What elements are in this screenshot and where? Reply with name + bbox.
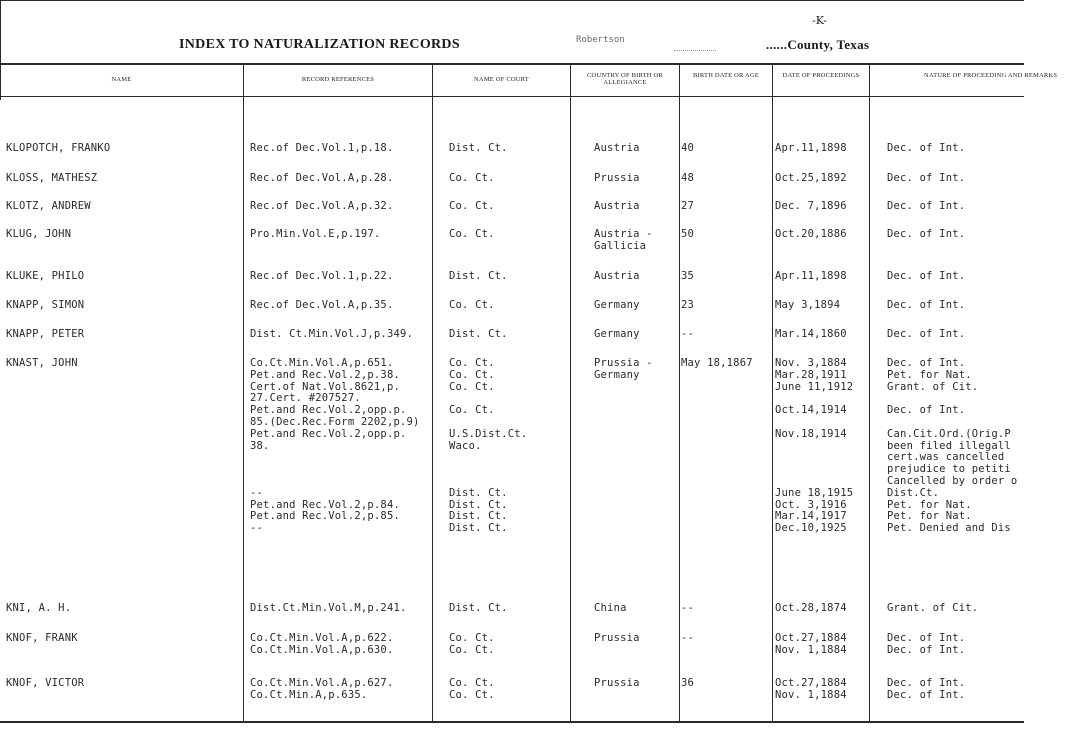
- record-court-line: Co. Ct.: [449, 632, 495, 644]
- record-date-line: Oct.27,1884: [775, 677, 847, 689]
- record-court-line: Dist. Ct.: [449, 142, 508, 154]
- record-age: --: [681, 328, 695, 340]
- record-country-line: Germany: [594, 299, 640, 311]
- record-date-line: June 11,1912: [775, 380, 854, 393]
- record-nature-line: Dist.Ct.: [887, 486, 940, 499]
- record-ref-line: Rec.of Dec.Vol.A,p.35.: [250, 299, 394, 311]
- page-title: INDEX TO NATURALIZATION RECORDS: [179, 37, 460, 52]
- record-country-line: Gallicia: [594, 239, 647, 252]
- col-head-name: NAME: [111, 76, 132, 83]
- record-date-line: Oct. 3,1916: [775, 498, 847, 511]
- record-date-line: Oct.14,1914: [775, 404, 847, 417]
- record-court-line: Dist. Ct.: [449, 602, 508, 614]
- record-ref-line: Rec.of Dec.Vol.A,p.32.: [250, 200, 394, 212]
- col-rule-2: [432, 65, 433, 721]
- record-court-line: U.S.Dist.Ct.: [449, 427, 528, 440]
- record-date-line: Oct.27,1884: [775, 632, 847, 644]
- record-court-line: Co. Ct.: [449, 404, 495, 417]
- col-head-date-of-proceedings: DATE OF PROCEEDINGS: [782, 72, 860, 79]
- record-ref-line: Pet.and Rec.Vol.2,p.84.: [250, 498, 400, 511]
- record-ref-line: Pet.and Rec.Vol.2,p.38.: [250, 368, 400, 381]
- record-nature-line: been filed illegall: [887, 439, 1011, 452]
- record-date-line: June 18,1915: [775, 486, 854, 499]
- record-date-line: Nov.18,1914: [775, 427, 847, 440]
- record-date-line: Dec. 7,1896: [775, 200, 847, 212]
- county-label: ......County, Texas: [766, 37, 870, 52]
- record-nature-line: prejudice to petiti: [887, 463, 1011, 476]
- record-date-line: Oct.20,1886: [775, 228, 847, 240]
- record-country-line: Austria: [594, 142, 640, 154]
- record-age: 36: [681, 677, 695, 689]
- record-name: KNAPP, PETER: [6, 328, 85, 340]
- record-name: KNAPP, SIMON: [6, 299, 85, 311]
- col-head-name-of-court: NAME OF COURT: [474, 76, 529, 83]
- record-age: --: [681, 602, 695, 614]
- header-top-rule: [0, 63, 1024, 65]
- record-nature-line: Dec. of Int.: [887, 688, 966, 701]
- record-nature-line: Dec. of Int.: [887, 404, 966, 417]
- col-rule-3: [570, 65, 571, 721]
- record-court-line: Dist. Ct.: [449, 270, 508, 282]
- record-date-line: Dec.10,1925: [775, 522, 847, 535]
- record-ref-line: Pet.and Rec.Vol.2,opp.p.: [250, 404, 407, 417]
- record-age: 27: [681, 200, 695, 212]
- col-rule-6: [869, 65, 870, 721]
- record-ref-line: Cert.of Nat.Vol.8621,p.: [250, 380, 400, 393]
- record-court-line: Co. Ct.: [449, 299, 495, 311]
- record-ref-line: 27.Cert. #207527.: [250, 392, 361, 405]
- record-country-line: China: [594, 602, 627, 614]
- record-name: KNOF, VICTOR: [6, 677, 85, 689]
- record-nature-line: Pet. Denied and Dis: [887, 522, 1011, 535]
- record-court-line: Dist. Ct.: [449, 486, 508, 499]
- record-nature-line: Grant. of Cit.: [887, 380, 979, 393]
- record-nature-line: Cancelled by order o: [887, 475, 1018, 487]
- bottom-rule: [0, 721, 1024, 723]
- record-date-line: Mar.28,1911: [775, 368, 847, 381]
- record-name: KLOTZ, ANDREW: [6, 200, 91, 212]
- record-ref-line: Co.Ct.Min.Vol.A,p.622.: [250, 632, 394, 644]
- record-country-line: Austria: [594, 270, 640, 282]
- record-court-line: Co. Ct.: [449, 357, 495, 369]
- record-court-line: Co. Ct.: [449, 228, 495, 240]
- record-court-line: Dist. Ct.: [449, 498, 508, 511]
- record-court-line: Co. Ct.: [449, 368, 495, 381]
- record-ref-line: --: [250, 522, 264, 535]
- section-letter: -K-: [812, 14, 827, 27]
- record-nature-line: Dec. of Int.: [887, 328, 966, 340]
- record-nature-line: Dec. of Int.: [887, 172, 966, 184]
- left-edge-rule: [0, 0, 1, 100]
- record-name: KLOSS, MATHESZ: [6, 172, 98, 184]
- record-ref-line: Pet.and Rec.Vol.2,p.85.: [250, 510, 400, 523]
- record-nature-line: Dec. of Int.: [887, 299, 966, 311]
- record-nature-line: Pet. for Nat.: [887, 510, 972, 523]
- record-court-line: Co. Ct.: [449, 200, 495, 212]
- col-rule-1: [243, 65, 244, 721]
- record-date-line: May 3,1894: [775, 299, 841, 311]
- record-nature-line: Dec. of Int.: [887, 228, 966, 240]
- record-country-line: Germany: [594, 328, 640, 340]
- record-court-line: Dist. Ct.: [449, 510, 508, 523]
- record-ref-line: Rec.of Dec.Vol.A,p.28.: [250, 172, 394, 184]
- record-age: 50: [681, 228, 695, 240]
- col-head-record-references: RECORD REFERENCES: [301, 76, 375, 83]
- record-date-line: Oct.28,1874: [775, 602, 847, 614]
- record-nature-line: Grant. of Cit.: [887, 602, 979, 614]
- record-ref-line: 85.(Dec.Rec.Form 2202,p.9): [250, 416, 420, 428]
- record-age: May 18,1867: [681, 357, 753, 369]
- record-ref-line: Rec.of Dec.Vol.1,p.18.: [250, 142, 394, 154]
- record-age: 48: [681, 172, 695, 184]
- record-ref-line: 38.: [250, 439, 270, 452]
- col-rule-5: [772, 65, 773, 721]
- record-country-line: Prussia -: [594, 357, 653, 369]
- record-ref-line: Rec.of Dec.Vol.1,p.22.: [250, 270, 394, 282]
- record-nature-line: Dec. of Int.: [887, 357, 966, 369]
- county-typed: Robertson: [576, 35, 625, 45]
- record-name: KNAST, JOHN: [6, 357, 78, 369]
- record-nature-line: Dec. of Int.: [887, 643, 966, 656]
- record-ref-line: Dist.Ct.Min.Vol.M,p.241.: [250, 602, 407, 614]
- record-date-line: Apr.11,1898: [775, 270, 847, 282]
- record-court-line: Dist. Ct.: [449, 522, 508, 535]
- record-name: KLUKE, PHILO: [6, 270, 85, 282]
- record-nature-line: cert.was cancelled: [887, 451, 1005, 464]
- record-country-line: Germany: [594, 368, 640, 381]
- record-date-line: Apr.11,1898: [775, 142, 847, 154]
- record-name: KLOPOTCH, FRANKO: [6, 142, 111, 154]
- record-age: 23: [681, 299, 695, 311]
- county-label-text: County, Texas: [787, 37, 870, 52]
- record-country-line: Prussia: [594, 632, 640, 644]
- record-date-line: Nov. 3,1884: [775, 357, 847, 369]
- record-court-line: Co. Ct.: [449, 172, 495, 184]
- record-ref-line: --: [250, 486, 264, 499]
- record-court-line: Co. Ct.: [449, 380, 495, 393]
- record-age: 35: [681, 270, 695, 282]
- record-ref-line: Pro.Min.Vol.E,p.197.: [250, 228, 381, 240]
- record-date-line: Nov. 1,1884: [775, 643, 847, 656]
- record-nature-line: Dec. of Int.: [887, 270, 966, 282]
- record-ref-line: Dist. Ct.Min.Vol.J,p.349.: [250, 328, 414, 340]
- col-head-country: COUNTRY OF BIRTH OR ALLEGIANCE: [587, 72, 663, 86]
- record-nature-line: Dec. of Int.: [887, 677, 966, 689]
- col-rule-4: [679, 65, 680, 721]
- record-ref-line: Co.Ct.Min.Vol.A,p.627.: [250, 677, 394, 689]
- record-date-line: Oct.25,1892: [775, 172, 847, 184]
- record-country-line: Austria -: [594, 228, 653, 240]
- record-date-line: Mar.14,1860: [775, 328, 847, 340]
- county-blank-line: [674, 50, 716, 51]
- record-nature-line: Pet. for Nat.: [887, 368, 972, 381]
- record-name: KNOF, FRANK: [6, 632, 78, 644]
- record-nature-line: Pet. for Nat.: [887, 498, 972, 511]
- record-court-line: Co. Ct.: [449, 688, 495, 701]
- record-ref-line: Pet.and Rec.Vol.2,opp.p.: [250, 427, 407, 440]
- record-ref-line: Co.Ct.Min.A,p.635.: [250, 688, 368, 701]
- record-country-line: Prussia: [594, 677, 640, 689]
- record-name: KLUG, JOHN: [6, 228, 72, 240]
- record-name: KNI, A. H.: [6, 602, 72, 614]
- col-head-birth-date: BIRTH DATE OR AGE: [692, 72, 760, 79]
- record-nature-line: Can.Cit.Ord.(Orig.P: [887, 427, 1011, 440]
- record-age: 40: [681, 142, 695, 154]
- record-court-line: Waco.: [449, 439, 482, 452]
- record-country-line: Austria: [594, 200, 640, 212]
- record-date-line: Nov. 1,1884: [775, 688, 847, 701]
- record-ref-line: Co.Ct.Min.Vol.A,p.651.: [250, 357, 394, 369]
- record-nature-line: Dec. of Int.: [887, 632, 966, 644]
- header-bottom-rule: [0, 96, 1024, 97]
- record-nature-line: Dec. of Int.: [887, 142, 966, 154]
- record-ref-line: Co.Ct.Min.Vol.A,p.630.: [250, 643, 394, 656]
- record-age: --: [681, 632, 695, 644]
- col-head-nature: NATURE OF PROCEEDING AND REMARKS: [924, 72, 1058, 79]
- record-court-line: Co. Ct.: [449, 677, 495, 689]
- record-date-line: Mar.14,1917: [775, 510, 847, 523]
- record-nature-line: Dec. of Int.: [887, 200, 966, 212]
- record-country-line: Prussia: [594, 172, 640, 184]
- record-court-line: Co. Ct.: [449, 643, 495, 656]
- top-edge-rule: [0, 0, 1024, 1]
- record-court-line: Dist. Ct.: [449, 328, 508, 340]
